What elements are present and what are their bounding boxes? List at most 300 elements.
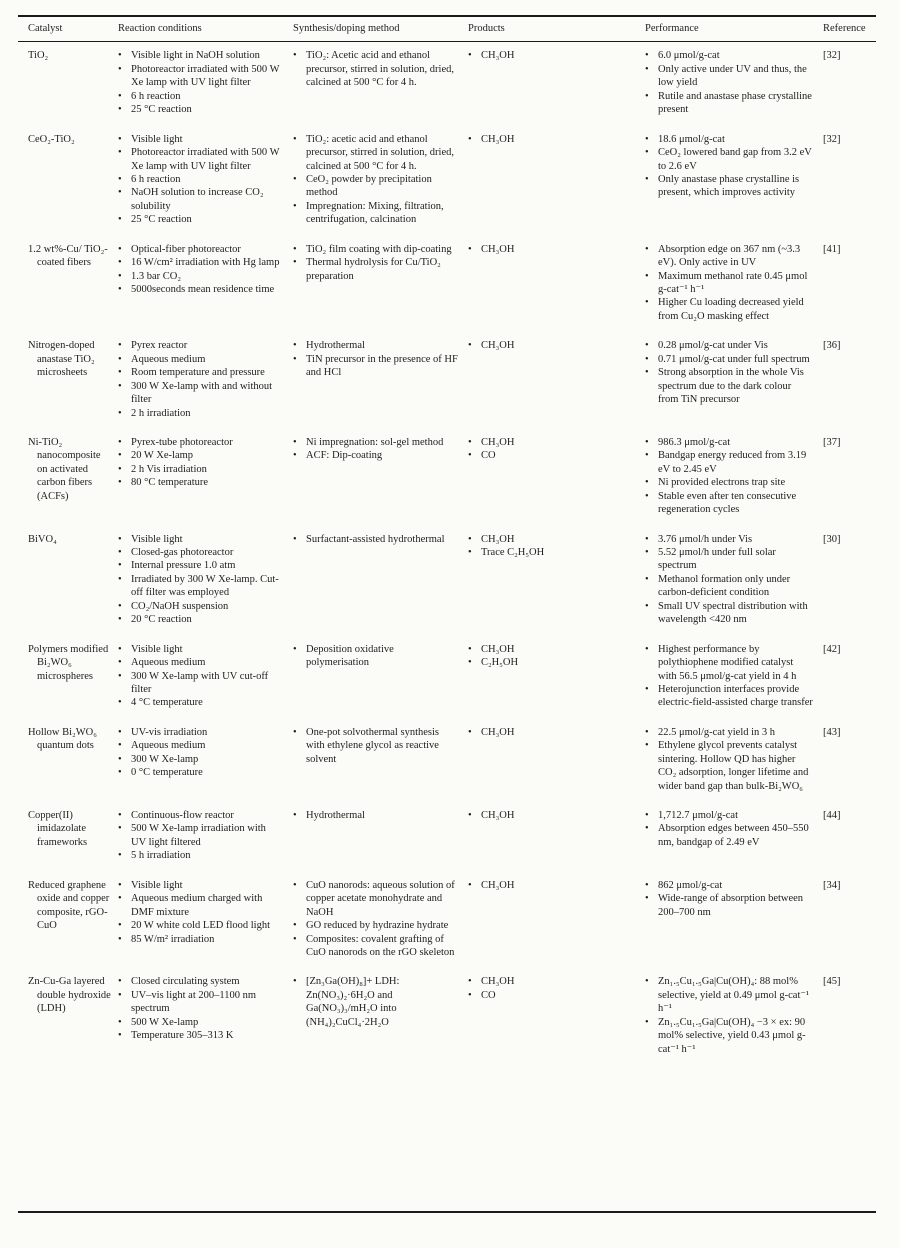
bullet-icon: • [645, 147, 649, 159]
bullet-icon: • [645, 823, 649, 835]
bullet-item [118, 133, 293, 146]
bullet-icon: • [645, 726, 649, 738]
reaction-conditions-cell [118, 809, 293, 863]
reaction-conditions-cell [118, 975, 293, 1056]
bullet-item [118, 753, 293, 766]
bullet-icon: • [118, 380, 122, 392]
performance-cell [645, 533, 823, 627]
performance-cell [645, 809, 823, 863]
bullet-item [118, 766, 293, 779]
bullet-item [645, 726, 823, 739]
bullet-icon: • [468, 657, 472, 669]
bullet-icon: • [645, 340, 649, 352]
bullet-icon: • [645, 1016, 649, 1028]
bullet-item [118, 407, 293, 420]
bullet-icon: • [118, 850, 122, 862]
synthesis-text: [Zn₃Ga(OH)₈]+ LDH: Zn(NO₃)₂·6H₂O and Ga(NO₃)₃/mH₂O into (NH₄)₂CuCl₄·2H₂O [306, 976, 400, 1028]
bullet-icon: • [118, 257, 122, 269]
bullet-item [645, 879, 823, 892]
synthesis-text: Thermal hydrolysis for Cu/TiO₂ preparation [306, 257, 441, 282]
bullet-icon: • [118, 477, 122, 489]
bullet-icon: • [468, 989, 472, 1001]
bullet-icon: • [468, 340, 472, 352]
bullet-item [645, 63, 823, 90]
performance-text: Small UV spectral distribution with wavelength <420 nm [658, 600, 808, 626]
reference-cell: [43] [823, 726, 841, 738]
reference-cell: [41] [823, 243, 841, 255]
synthesis-method-cell [293, 243, 468, 324]
performance-text: Absorption edges between 450–550 nm, bandgap of 2.49 eV [658, 823, 809, 848]
condition-text: 300 W Xe-lamp with and without filter [131, 380, 273, 406]
condition-text: Internal pressure 1.0 atm [131, 560, 236, 572]
bullet-icon: • [645, 477, 649, 489]
bullet-item [118, 696, 293, 709]
bullet-icon: • [293, 726, 297, 738]
catalyst-cell: Copper(II) imidazolate frameworks [28, 810, 88, 848]
performance-text: 6.0 μmol/g-cat [658, 50, 720, 62]
bullet-icon: • [645, 63, 649, 75]
bullet-icon: • [118, 284, 122, 295]
bullet-icon: • [118, 340, 122, 352]
bullet-icon: • [118, 740, 122, 752]
product-text: CH₃OH [481, 340, 515, 352]
bullet-item [645, 353, 823, 366]
synthesis-text: One-pot solvothermal synthesis with ethylene glycol as reactive solvent [306, 726, 439, 765]
bullet-item [293, 726, 468, 766]
bullet-item [645, 296, 823, 323]
bullet-icon: • [118, 893, 122, 905]
bullet-icon: • [293, 810, 297, 821]
bullet-icon: • [118, 573, 122, 585]
synthesis-method-cell [293, 339, 468, 420]
condition-text: 300 W Xe-lamp [131, 753, 199, 765]
condition-text: 16 W/cm² irradiation with Hg lamp [131, 257, 280, 269]
products-cell [468, 533, 645, 627]
bullet-item [118, 366, 293, 379]
bullet-icon: • [645, 353, 649, 365]
bullet-icon: • [293, 50, 297, 62]
condition-text: 500 W Xe-lamp irradiation with UV light filtered [131, 823, 266, 848]
bullet-item [468, 809, 645, 822]
bullet-item [645, 1016, 823, 1056]
catalyst-cell: Zn-Cu-Ga layered double hydroxide (LDH) [28, 976, 111, 1015]
synthesis-method-cell [293, 49, 468, 116]
performance-text: 0.28 μmol/g-cat under Vis [658, 340, 768, 352]
performance-cell [645, 339, 823, 420]
catalyst-cell: Hollow Bi₂WO₆ quantum dots [28, 726, 97, 752]
bullet-item [645, 366, 823, 406]
performance-text: Ni provided electrons trap site [658, 477, 786, 489]
bullet-icon: • [293, 133, 297, 145]
bullet-icon: • [468, 533, 472, 545]
bullet-item [118, 256, 293, 269]
performance-cell [645, 243, 823, 324]
synthesis-method-cell [293, 436, 468, 517]
synthesis-text: Composites: covalent grafting of CuO nanorods on the rGO skeleton [306, 933, 455, 958]
bullet-icon: • [468, 450, 472, 462]
products-cell [468, 879, 645, 960]
condition-text: 85 W/m² irradiation [131, 933, 215, 945]
bullet-icon: • [468, 133, 472, 145]
bullet-icon: • [118, 90, 122, 102]
condition-text: Irradiated by 300 W Xe-lamp. Cut-off filter was employed [131, 573, 279, 599]
bullet-item [118, 643, 293, 656]
bullet-item [118, 933, 293, 946]
bullet-item [118, 879, 293, 892]
bullet-item [118, 1016, 293, 1029]
product-text: C₂H₅OH [481, 657, 519, 669]
bullet-icon: • [468, 810, 472, 821]
bullet-icon: • [645, 573, 649, 585]
product-text: CH₃OH [481, 810, 515, 821]
condition-text: Photoreactor irradiated with 500 W Xe lamp with UV light filter [131, 63, 280, 89]
bullet-item [293, 436, 468, 449]
synthesis-text: ACF: Dip-coating [306, 450, 383, 462]
bullet-icon: • [118, 353, 122, 365]
table-row [18, 975, 876, 1056]
synthesis-method-cell [293, 879, 468, 960]
bullet-icon: • [468, 726, 472, 738]
catalyst-cell: Ni-TiO₂ nanocomposite on activated carbon fibers (ACFs) [28, 436, 101, 502]
bullet-item [645, 243, 823, 270]
synthesis-text: TiO₂: Acetic acid and ethanol precursor, stirred in solution, dried, calcined at 500 °C for 4 h. [306, 50, 455, 89]
bullet-item [468, 546, 645, 559]
condition-text: Photoreactor irradiated with 500 W Xe lamp with UV light filter [131, 147, 280, 172]
bullet-item [118, 600, 293, 613]
bullet-item [118, 613, 293, 626]
bullet-icon: • [645, 173, 649, 185]
bullet-item [645, 133, 823, 146]
catalyst-performance-table [18, 15, 876, 1213]
performance-text: 3.76 μmol/h under Vis [658, 533, 753, 545]
products-cell [468, 975, 645, 1056]
bullet-icon: • [645, 533, 649, 545]
bullet-item [645, 49, 823, 62]
bullet-icon: • [468, 50, 472, 62]
synthesis-text: Impregnation: Mixing, filtration, centrifugation, calcination [306, 200, 444, 226]
performance-text: Wide-range of absorption between 200–700 nm [658, 893, 804, 918]
bullet-icon: • [468, 436, 472, 448]
table-header-row [18, 17, 876, 42]
bullet-item [293, 49, 468, 89]
reaction-conditions-cell [118, 243, 293, 324]
bullet-item [118, 353, 293, 366]
bullet-item [468, 656, 645, 669]
bullet-item [118, 283, 293, 296]
bullet-icon: • [468, 976, 472, 988]
bullet-item [293, 919, 468, 932]
bullet-item [118, 533, 293, 546]
bullet-icon: • [645, 133, 649, 145]
bullet-item [645, 822, 823, 849]
performance-text: Zn₁.₅Cu₁.₅Ga|Cu(OH)₄ −3 × ex: 90 mol% selective, yield 0.43 μmol g-cat⁻¹ h⁻¹ [658, 1016, 806, 1055]
synthesis-text: GO reduced by hydrazine hydrate [306, 920, 449, 932]
bullet-item [645, 809, 823, 822]
condition-text: 6 h reaction [131, 90, 181, 102]
product-text: CH₃OH [481, 643, 515, 655]
table-row [18, 339, 876, 420]
bullet-item [118, 436, 293, 449]
condition-text: UV–vis light at 200–1100 nm spectrum [131, 989, 257, 1015]
product-text: CO [481, 989, 496, 1001]
bullet-icon: • [645, 976, 649, 988]
products-cell [468, 243, 645, 324]
bullet-icon: • [118, 1016, 122, 1028]
bullet-item [118, 173, 293, 186]
synthesis-method-cell [293, 533, 468, 627]
reaction-conditions-cell [118, 643, 293, 710]
performance-text: Ethylene glycol prevents catalyst sintering. Hollow QD has higher CO₂ adsorption, longer lifetime and wider band gap than bulk-Bi₂WO₆ [658, 740, 809, 792]
condition-text: 2 h Vis irradiation [131, 463, 207, 475]
product-text: CH₃OH [481, 976, 515, 988]
table-row [18, 643, 876, 710]
bullet-item [468, 879, 645, 892]
bullet-icon: • [293, 933, 297, 945]
bullet-item [118, 476, 293, 489]
reaction-conditions-cell [118, 436, 293, 517]
bullet-icon: • [645, 893, 649, 905]
bullet-icon: • [468, 243, 472, 255]
bullet-icon: • [118, 1030, 122, 1042]
product-text: CH₃OH [481, 436, 515, 448]
bullet-item [468, 449, 645, 462]
bullet-item [118, 49, 293, 62]
synthesis-text: CeO₂ powder by precipitation method [306, 173, 432, 199]
bullet-icon: • [293, 340, 297, 352]
bullet-item [118, 559, 293, 572]
bullet-icon: • [293, 533, 297, 545]
table-row [18, 243, 876, 324]
bullet-icon: • [118, 933, 122, 945]
reaction-conditions-cell [118, 879, 293, 960]
synthesis-text: Deposition oxidative polymerisation [306, 643, 394, 669]
condition-text: Closed circulating system [131, 976, 240, 988]
bullet-item [293, 449, 468, 462]
reference-cell: [42] [823, 643, 841, 655]
bullet-item [118, 463, 293, 476]
bullet-item [293, 173, 468, 200]
performance-text: Absorption edge on 367 nm (~3.3 eV). Only active in UV [658, 243, 801, 269]
reaction-conditions-cell [118, 533, 293, 627]
condition-text: 5 h irradiation [131, 850, 191, 862]
bullet-icon: • [293, 643, 297, 655]
table-body [18, 42, 876, 1066]
performance-text: Bandgap energy reduced from 3.19 eV to 2.45 eV [658, 450, 807, 475]
condition-text: CO₂/NaOH suspension [131, 600, 229, 612]
bullet-icon: • [645, 810, 649, 821]
condition-text: Continuous-flow reactor [131, 810, 234, 821]
bullet-icon: • [118, 753, 122, 765]
column-header-products: Products [468, 23, 505, 34]
bullet-item [645, 270, 823, 297]
bullet-item [645, 449, 823, 476]
performance-cell [645, 436, 823, 517]
condition-text: 1.3 bar CO₂ [131, 270, 182, 282]
condition-text: UV-vis irradiation [131, 726, 208, 738]
catalyst-cell: Reduced graphene oxide and copper composite, rGO-CuO [28, 879, 110, 932]
performance-text: 5.52 μmol/h under full solar spectrum [658, 547, 776, 572]
table-row [18, 533, 876, 627]
bullet-icon: • [118, 670, 122, 682]
performance-text: Only active under UV and thus, the low yield [658, 63, 807, 89]
products-cell [468, 133, 645, 227]
condition-text: 25 °C reaction [131, 214, 192, 226]
bullet-item [293, 879, 468, 919]
synthesis-text: Ni impregnation: sol-gel method [306, 436, 444, 448]
reaction-conditions-cell [118, 726, 293, 793]
performance-text: Stable even after ten consecutive regeneration cycles [658, 490, 797, 516]
reference-cell: [32] [823, 133, 841, 145]
bullet-icon: • [468, 547, 472, 558]
performance-text: Maximum methanol rate 0.45 μmol g-cat⁻¹ h⁻¹ [658, 270, 808, 295]
bullet-icon: • [118, 533, 122, 545]
reaction-conditions-cell [118, 49, 293, 116]
condition-text: Aqueous medium [131, 657, 206, 669]
bullet-icon: • [293, 920, 297, 932]
bullet-icon: • [293, 879, 297, 891]
condition-text: Visible light [131, 879, 183, 891]
product-text: CH₃OH [481, 533, 515, 545]
bullet-item [118, 213, 293, 226]
performance-text: 0.71 μmol/g-cat under full spectrum [658, 353, 810, 365]
bullet-icon: • [118, 879, 122, 891]
bullet-item [645, 643, 823, 683]
performance-text: 862 μmol/g-cat [658, 879, 723, 891]
bullet-icon: • [118, 147, 122, 159]
bullet-item [645, 490, 823, 517]
bullet-item [645, 90, 823, 117]
performance-text: Heterojunction interfaces provide electric-field-assisted charge transfer [658, 683, 813, 709]
products-cell [468, 49, 645, 116]
product-text: Trace C₂H₅OH [481, 547, 545, 558]
bullet-item [293, 256, 468, 283]
product-text: CH₃OH [481, 133, 515, 145]
bullet-item [293, 339, 468, 352]
performance-cell [645, 49, 823, 116]
synthesis-text: Surfactant-assisted hydrothermal [306, 533, 445, 545]
bullet-icon: • [118, 463, 122, 475]
condition-text: 2 h irradiation [131, 407, 191, 419]
catalyst-cell: Nitrogen-doped anastase TiO₂ microsheets [28, 340, 95, 379]
bullet-icon: • [645, 547, 649, 558]
bullet-item [468, 339, 645, 352]
reference-cell: [30] [823, 533, 841, 545]
bullet-icon: • [118, 810, 122, 821]
bullet-item [118, 919, 293, 932]
condition-text: 25 °C reaction [131, 104, 192, 116]
synthesis-text: TiN precursor in the presence of HF and HCl [306, 353, 458, 379]
bullet-item [118, 670, 293, 697]
bullet-icon: • [118, 767, 122, 779]
condition-text: Aqueous medium [131, 740, 206, 752]
reference-cell: [32] [823, 50, 841, 62]
synthesis-method-cell [293, 809, 468, 863]
synthesis-method-cell [293, 133, 468, 227]
condition-text: Pyrex reactor [131, 340, 188, 352]
bullet-item [118, 380, 293, 407]
performance-text: Highest performance by polythiophene modified catalyst with 56.5 μmol/g-cat yield in 4 h [658, 643, 797, 682]
bullet-item [118, 546, 293, 559]
performance-cell [645, 975, 823, 1056]
bullet-item [293, 353, 468, 380]
bullet-item [118, 243, 293, 256]
synthesis-text: TiO₂: acetic acid and ethanol precursor, stirred in solution, dried, calcined at 500 °C for 4 h. [306, 133, 455, 172]
bullet-item [468, 726, 645, 739]
performance-text: Only anastase phase crystalline is present, which improves activity [658, 173, 800, 199]
bullet-icon: • [118, 643, 122, 655]
bullet-item [468, 533, 645, 546]
bullet-item [118, 975, 293, 988]
reference-cell: [36] [823, 340, 841, 352]
table-row [18, 49, 876, 116]
bullet-icon: • [118, 63, 122, 75]
performance-cell [645, 133, 823, 227]
condition-text: Visible light [131, 643, 183, 655]
product-text: CH₃OH [481, 879, 515, 891]
bullet-icon: • [645, 297, 649, 309]
performance-text: Methanol formation only under carbon-deficient condition [658, 573, 791, 599]
synthesis-method-cell [293, 643, 468, 710]
bullet-item [118, 449, 293, 462]
performance-text: 1,712.7 μmol/g-cat [658, 810, 738, 821]
condition-text: Temperature 305–313 K [131, 1030, 234, 1042]
product-text: CH₃OH [481, 50, 515, 62]
product-text: CH₃OH [481, 243, 515, 255]
bullet-icon: • [118, 726, 122, 738]
catalyst-cell: TiO₂ [28, 50, 49, 62]
performance-text: Strong absorption in the whole Vis spectrum due to the dark colour from TiN precursor [658, 367, 804, 406]
bullet-icon: • [118, 614, 122, 626]
bullet-icon: • [645, 90, 649, 102]
synthesis-text: CuO nanorods: aqueous solution of copper acetate monohydrate and NaOH [306, 879, 455, 918]
catalyst-cell: 1.2 wt%-Cu/ TiO₂-coated fibers [28, 243, 108, 269]
condition-text: Room temperature and pressure [131, 367, 265, 379]
reaction-conditions-cell [118, 133, 293, 227]
performance-cell [645, 726, 823, 793]
column-header-synthesis-doping-method: Synthesis/doping method [293, 23, 400, 34]
product-text: CH₃OH [481, 726, 515, 738]
condition-text: Pyrex-tube photoreactor [131, 436, 233, 448]
bullet-item [118, 90, 293, 103]
bullet-item [645, 739, 823, 793]
bullet-item [645, 600, 823, 627]
performance-text: 986.3 μmol/g-cat [658, 436, 731, 448]
bullet-item [293, 975, 468, 1029]
bullet-item [645, 683, 823, 710]
performance-cell [645, 879, 823, 960]
catalyst-cell: Polymers modified Bi₂WO₆ microspheres [28, 643, 109, 682]
performance-text: CeO₂ lowered band gap from 3.2 eV to 2.6 eV [658, 147, 812, 172]
condition-text: NaOH solution to increase CO₂ solubility [131, 187, 264, 212]
bullet-icon: • [118, 697, 122, 709]
condition-text: 300 W Xe-lamp with UV cut-off filter [131, 670, 269, 695]
bullet-icon: • [645, 600, 649, 612]
bullet-icon: • [118, 173, 122, 185]
condition-text: 500 W Xe-lamp [131, 1016, 199, 1028]
bullet-item [468, 49, 645, 62]
condition-text: 80 °C temperature [131, 477, 209, 489]
bullet-item [118, 339, 293, 352]
reference-cell: [44] [823, 810, 841, 821]
bullet-item [293, 809, 468, 822]
reaction-conditions-cell [118, 339, 293, 420]
bullet-item [293, 933, 468, 960]
products-cell [468, 643, 645, 710]
bullet-icon: • [118, 270, 122, 282]
column-header-reference: Reference [823, 23, 866, 34]
bullet-icon: • [645, 50, 649, 62]
bullet-item [645, 533, 823, 546]
